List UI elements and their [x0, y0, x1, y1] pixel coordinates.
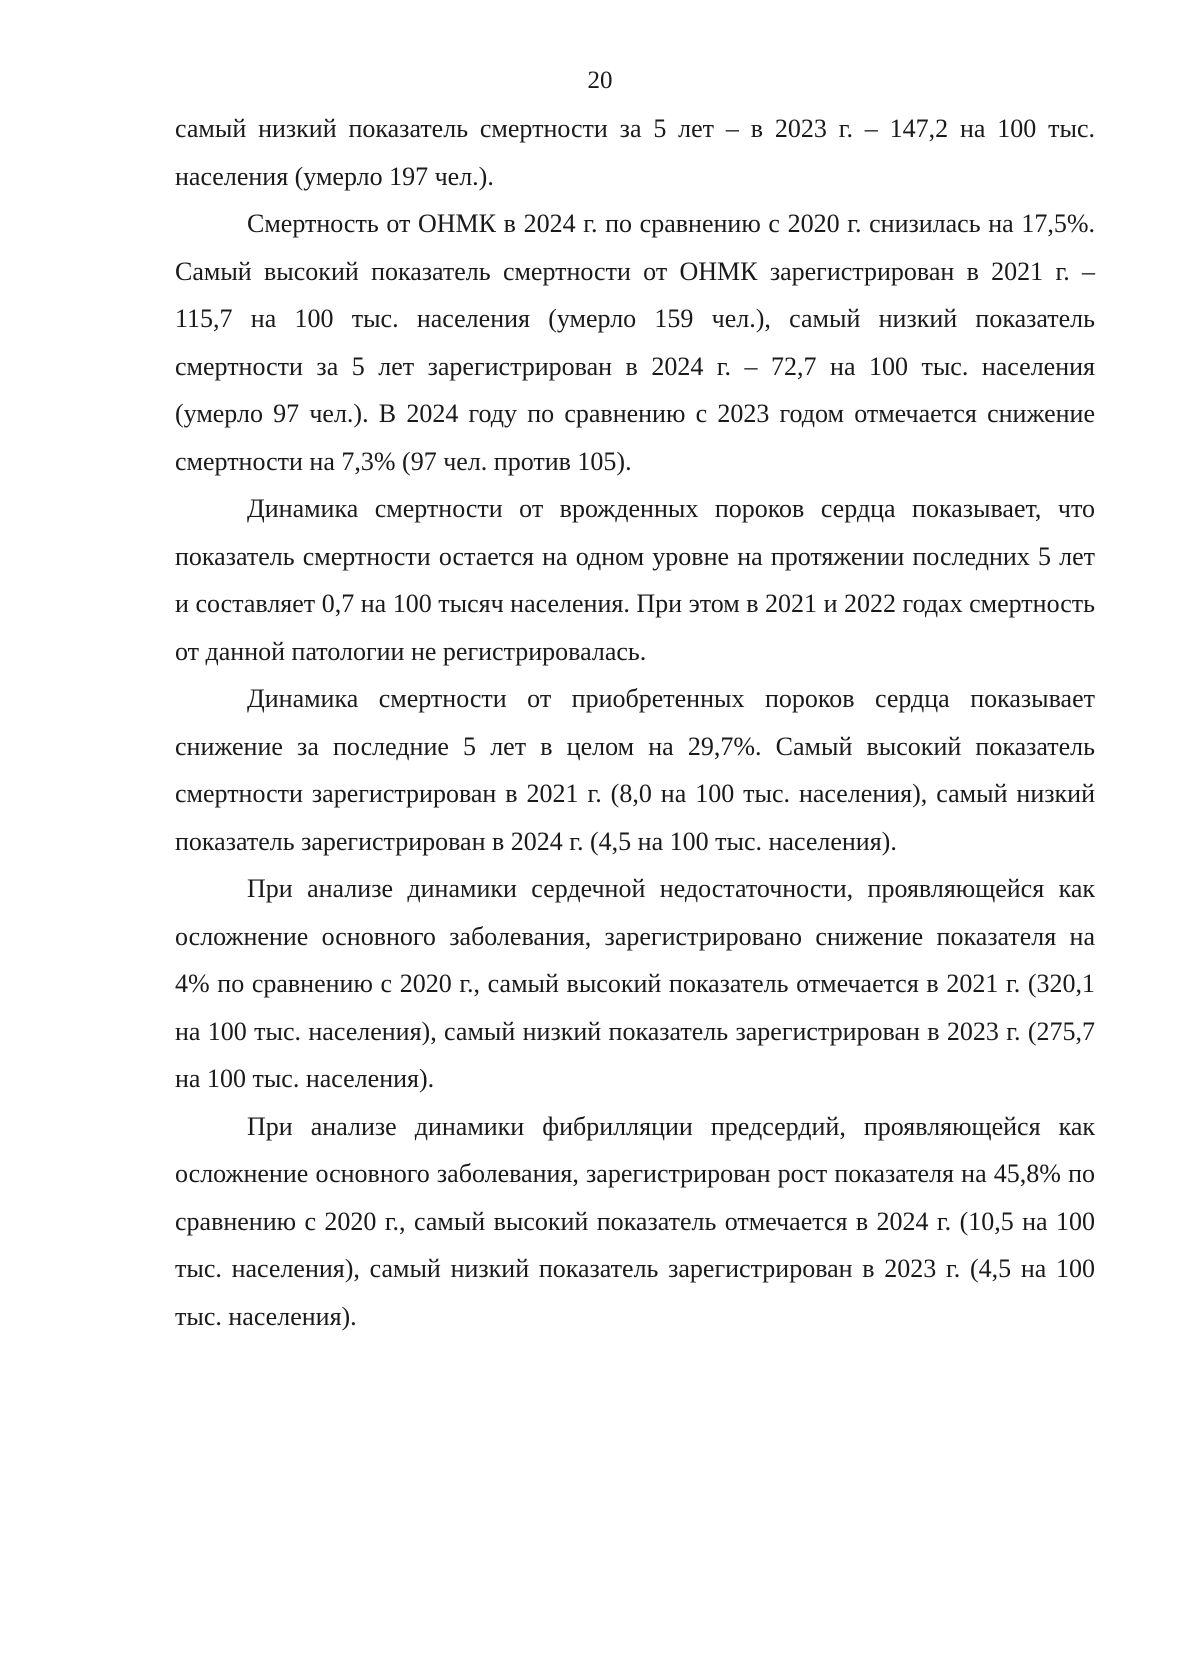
paragraph-acquired-defects: Динамика смертности от приобретенных пороков сердца показывает снижение за последние 5 лет в целом на 29,7%. Самый высокий показатель смертности зарегистрирован в 2021 г. (8,0 на 100 тыс. населения), самый низкий показатель зарегистрирован в 2024 г. (4,5 на 100 тыс. населения).	[175, 684, 1095, 856]
document-body	[175, 105, 1095, 1340]
paragraph-heart-failure: При анализе динамики сердечной недостаточности, проявляющейся как осложнение основного заболевания, зарегистрировано снижение показателя на 4% по сравнению с 2020 г., самый высокий показатель отмечается в 2021 г. (320,1 на 100 тыс. населения), самый низкий показатель зарегистрирован в 2023 г. (275,7 на 100 тыс. населения).	[175, 874, 1095, 1093]
page-number: 20	[587, 67, 613, 94]
paragraph-stroke-mortality: Смертность от ОНМК в 2024 г. по сравнению с 2020 г. снизилась на 17,5%. Самый высокий показатель смертности от ОНМК зарегистрирован в 2021 г. – 115,7 на 100 тыс. населения (умерло 159 чел.), самый низкий показатель смертности за 5 лет зарегистрирован в 2024 г. – 72,7 на 100 тыс. населения (умерло 97 чел.). В 2024 году по сравнению с 2023 годом отмечается снижение смертности на 7,3% (97 чел. против 105).	[175, 209, 1095, 476]
paragraph-atrial-fibrillation: При анализе динамики фибрилляции предсердий, проявляющейся как осложнение основного заболевания, зарегистрирован рост показателя на 45,8% по сравнению с 2020 г., самый высокий показатель отмечается в 2024 г. (10,5 на 100 тыс. населения), самый низкий показатель зарегистрирован в 2023 г. (4,5 на 100 тыс. населения).	[175, 1111, 1095, 1331]
paragraph-mortality-lowest: самый низкий показатель смертности за 5 лет – в 2023 г. – 147,2 на 100 тыс. населения (умерло 197 чел.).	[175, 114, 1095, 191]
paragraph-congenital-defects: Динамика смертности от врожденных пороков сердца показывает, что показатель смертности остается на одном уровне на протяжении последних 5 лет и составляет 0,7 на 100 тысяч населения. При этом в 2021 и 2022 годах смертность от данной патологии не регистрировалась.	[175, 494, 1095, 666]
